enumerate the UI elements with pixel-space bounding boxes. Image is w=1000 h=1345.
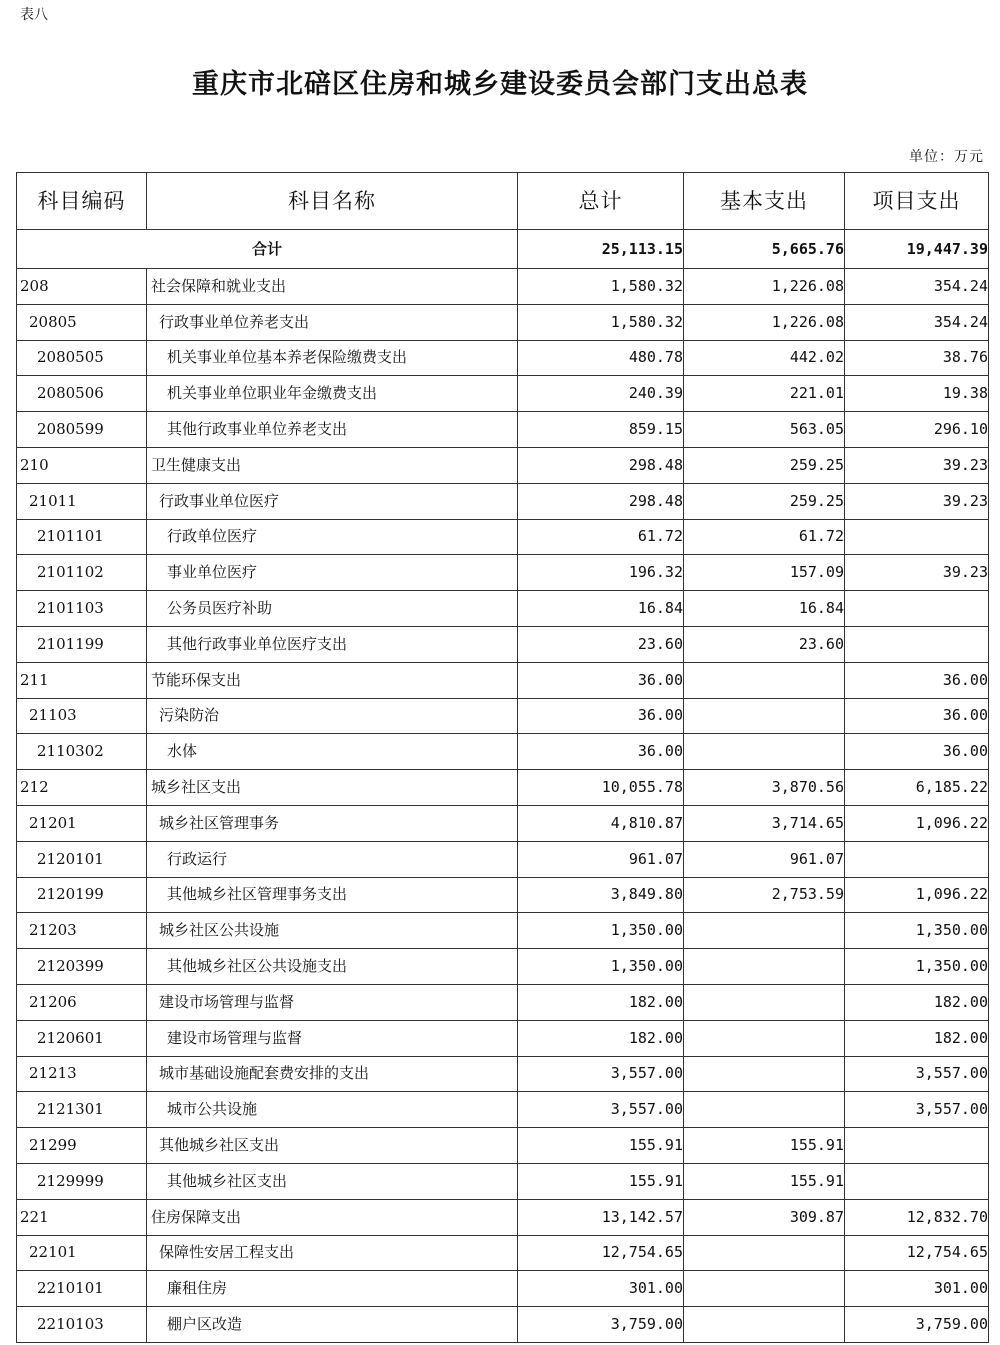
row-project-value: 36.00 <box>845 734 989 770</box>
table-row <box>17 805 989 841</box>
row-subject-code: 21203 <box>17 913 147 949</box>
row-basic-value <box>684 1092 845 1128</box>
row-subject-code: 2101103 <box>17 591 147 627</box>
header-basic-expenditure: 基本支出 <box>684 173 845 230</box>
row-project-value: 1,350.00 <box>845 949 989 985</box>
row-subject-name: 行政运行 <box>147 841 518 877</box>
row-project-value: 3,557.00 <box>845 1092 989 1128</box>
row-total-value: 301.00 <box>518 1271 684 1307</box>
row-subject-name: 机关事业单位职业年金缴费支出 <box>147 376 518 412</box>
row-total-value: 16.84 <box>518 591 684 627</box>
row-basic-value <box>684 1235 845 1271</box>
table-row <box>17 304 989 340</box>
row-subject-code: 221 <box>17 1199 147 1235</box>
row-subject-name: 行政事业单位养老支出 <box>147 304 518 340</box>
row-basic-value <box>684 913 845 949</box>
table-row <box>17 555 989 591</box>
table-row <box>17 483 989 519</box>
row-subject-name: 其他行政事业单位养老支出 <box>147 412 518 448</box>
row-subject-code: 2210101 <box>17 1271 147 1307</box>
row-total-value: 1,580.32 <box>518 269 684 305</box>
row-subject-name: 机关事业单位基本养老保险缴费支出 <box>147 340 518 376</box>
header-subject-name: 科目名称 <box>147 173 518 230</box>
row-subject-name: 城乡社区支出 <box>147 770 518 806</box>
table-row <box>17 877 989 913</box>
row-subject-name: 住房保障支出 <box>147 1199 518 1235</box>
table-row <box>17 1199 989 1235</box>
row-basic-value: 309.87 <box>684 1199 845 1235</box>
row-total-value: 1,350.00 <box>518 949 684 985</box>
row-total-value: 36.00 <box>518 662 684 698</box>
row-project-value <box>845 1128 989 1164</box>
row-total-value: 13,142.57 <box>518 1199 684 1235</box>
table-row <box>17 734 989 770</box>
row-subject-name: 城乡社区管理事务 <box>147 805 518 841</box>
row-subject-name: 建设市场管理与监督 <box>147 984 518 1020</box>
row-project-value: 1,096.22 <box>845 805 989 841</box>
row-total-value: 3,557.00 <box>518 1092 684 1128</box>
row-subject-code: 2120601 <box>17 1020 147 1056</box>
row-subject-code: 2129999 <box>17 1163 147 1199</box>
row-project-value: 19.38 <box>845 376 989 412</box>
row-subject-name: 其他城乡社区支出 <box>147 1163 518 1199</box>
row-subject-name: 保障性安居工程支出 <box>147 1235 518 1271</box>
table-row <box>17 770 989 806</box>
row-basic-value: 442.02 <box>684 340 845 376</box>
table-number-label: 表八 <box>20 7 48 23</box>
total-basic-value: 5,665.76 <box>684 230 845 269</box>
row-total-value: 1,580.32 <box>518 304 684 340</box>
row-subject-code: 2101101 <box>17 519 147 555</box>
table-row <box>17 1271 989 1307</box>
header-project-expenditure: 项目支出 <box>845 173 989 230</box>
row-total-value: 182.00 <box>518 1020 684 1056</box>
row-subject-code: 21213 <box>17 1056 147 1092</box>
row-project-value: 36.00 <box>845 698 989 734</box>
row-subject-code: 2121301 <box>17 1092 147 1128</box>
row-total-value: 196.32 <box>518 555 684 591</box>
row-basic-value: 155.91 <box>684 1128 845 1164</box>
row-total-value: 3,759.00 <box>518 1307 684 1343</box>
table-row <box>17 662 989 698</box>
row-subject-name: 其他城乡社区管理事务支出 <box>147 877 518 913</box>
row-subject-name: 廉租住房 <box>147 1271 518 1307</box>
page-title: 重庆市北碚区住房和城乡建设委员会部门支出总表 <box>192 69 808 100</box>
row-subject-name: 节能环保支出 <box>147 662 518 698</box>
row-subject-name: 城市公共设施 <box>147 1092 518 1128</box>
row-total-value: 240.39 <box>518 376 684 412</box>
row-project-value: 354.24 <box>845 269 989 305</box>
row-project-value: 36.00 <box>845 662 989 698</box>
row-project-value <box>845 841 989 877</box>
total-total-value: 25,113.15 <box>518 230 684 269</box>
row-project-value: 354.24 <box>845 304 989 340</box>
expenditure-table <box>16 172 989 1343</box>
table-row <box>17 1235 989 1271</box>
row-project-value: 38.76 <box>845 340 989 376</box>
row-total-value: 3,849.80 <box>518 877 684 913</box>
row-project-value: 12,832.70 <box>845 1199 989 1235</box>
row-project-value: 296.10 <box>845 412 989 448</box>
row-basic-value <box>684 662 845 698</box>
table-row <box>17 412 989 448</box>
row-basic-value <box>684 1020 845 1056</box>
row-subject-name: 棚户区改造 <box>147 1307 518 1343</box>
row-subject-code: 20805 <box>17 304 147 340</box>
row-basic-value: 961.07 <box>684 841 845 877</box>
row-basic-value: 1,226.08 <box>684 304 845 340</box>
row-project-value <box>845 626 989 662</box>
total-row <box>17 230 989 269</box>
table-row <box>17 1163 989 1199</box>
row-basic-value <box>684 1271 845 1307</box>
table-row <box>17 1020 989 1056</box>
row-basic-value: 23.60 <box>684 626 845 662</box>
row-subject-code: 212 <box>17 770 147 806</box>
row-subject-code: 21206 <box>17 984 147 1020</box>
row-total-value: 10,055.78 <box>518 770 684 806</box>
row-total-value: 298.48 <box>518 447 684 483</box>
row-basic-value <box>684 698 845 734</box>
row-project-value <box>845 519 989 555</box>
row-subject-code: 21201 <box>17 805 147 841</box>
row-project-value: 1,350.00 <box>845 913 989 949</box>
row-total-value: 36.00 <box>518 698 684 734</box>
total-project-value: 19,447.39 <box>845 230 989 269</box>
row-subject-code: 2120199 <box>17 877 147 913</box>
table-row <box>17 376 989 412</box>
row-basic-value: 155.91 <box>684 1163 845 1199</box>
header-total: 总计 <box>518 173 684 230</box>
header-subject-code: 科目编码 <box>17 173 147 230</box>
row-basic-value: 563.05 <box>684 412 845 448</box>
row-subject-code: 2080506 <box>17 376 147 412</box>
row-basic-value: 3,714.65 <box>684 805 845 841</box>
unit-note: 单位：万元 <box>909 149 984 165</box>
row-total-value: 4,810.87 <box>518 805 684 841</box>
table-row <box>17 984 989 1020</box>
row-project-value: 3,557.00 <box>845 1056 989 1092</box>
row-total-value: 36.00 <box>518 734 684 770</box>
row-basic-value: 1,226.08 <box>684 269 845 305</box>
row-project-value: 12,754.65 <box>845 1235 989 1271</box>
row-subject-code: 2110302 <box>17 734 147 770</box>
row-basic-value: 61.72 <box>684 519 845 555</box>
row-basic-value: 259.25 <box>684 483 845 519</box>
row-project-value: 39.23 <box>845 483 989 519</box>
table-row <box>17 447 989 483</box>
row-subject-name: 其他城乡社区支出 <box>147 1128 518 1164</box>
row-basic-value <box>684 1307 845 1343</box>
row-total-value: 12,754.65 <box>518 1235 684 1271</box>
table-row <box>17 1092 989 1128</box>
row-subject-name: 其他行政事业单位医疗支出 <box>147 626 518 662</box>
row-subject-code: 2080505 <box>17 340 147 376</box>
row-subject-code: 21299 <box>17 1128 147 1164</box>
row-subject-code: 210 <box>17 447 147 483</box>
row-project-value: 3,759.00 <box>845 1307 989 1343</box>
total-label: 合计 <box>17 230 518 269</box>
row-total-value: 298.48 <box>518 483 684 519</box>
row-total-value: 155.91 <box>518 1128 684 1164</box>
row-basic-value <box>684 734 845 770</box>
row-project-value: 182.00 <box>845 984 989 1020</box>
table-row <box>17 1128 989 1164</box>
table-row <box>17 626 989 662</box>
row-subject-code: 2080599 <box>17 412 147 448</box>
row-project-value: 39.23 <box>845 555 989 591</box>
row-project-value <box>845 591 989 627</box>
row-project-value <box>845 1163 989 1199</box>
row-basic-value: 157.09 <box>684 555 845 591</box>
row-basic-value: 2,753.59 <box>684 877 845 913</box>
row-total-value: 61.72 <box>518 519 684 555</box>
row-basic-value: 16.84 <box>684 591 845 627</box>
row-subject-name: 城市基础设施配套费安排的支出 <box>147 1056 518 1092</box>
row-subject-name: 事业单位医疗 <box>147 555 518 591</box>
row-subject-code: 22101 <box>17 1235 147 1271</box>
row-project-value: 39.23 <box>845 447 989 483</box>
table-row <box>17 841 989 877</box>
table-row <box>17 269 989 305</box>
table-header-row <box>17 173 989 230</box>
row-basic-value: 259.25 <box>684 447 845 483</box>
row-subject-code: 2120399 <box>17 949 147 985</box>
row-subject-name: 其他城乡社区公共设施支出 <box>147 949 518 985</box>
row-project-value: 6,185.22 <box>845 770 989 806</box>
table-row <box>17 1056 989 1092</box>
table-row <box>17 913 989 949</box>
table-row <box>17 949 989 985</box>
row-total-value: 23.60 <box>518 626 684 662</box>
row-total-value: 1,350.00 <box>518 913 684 949</box>
row-basic-value: 3,870.56 <box>684 770 845 806</box>
row-basic-value: 221.01 <box>684 376 845 412</box>
row-subject-name: 行政事业单位医疗 <box>147 483 518 519</box>
row-total-value: 859.15 <box>518 412 684 448</box>
row-total-value: 155.91 <box>518 1163 684 1199</box>
row-subject-name: 社会保障和就业支出 <box>147 269 518 305</box>
table-row <box>17 519 989 555</box>
row-subject-code: 21103 <box>17 698 147 734</box>
row-subject-name: 城乡社区公共设施 <box>147 913 518 949</box>
row-total-value: 480.78 <box>518 340 684 376</box>
row-subject-name: 建设市场管理与监督 <box>147 1020 518 1056</box>
row-subject-code: 2101102 <box>17 555 147 591</box>
table-row <box>17 591 989 627</box>
row-subject-name: 水体 <box>147 734 518 770</box>
row-subject-name: 卫生健康支出 <box>147 447 518 483</box>
table-row <box>17 1307 989 1343</box>
row-project-value: 301.00 <box>845 1271 989 1307</box>
row-basic-value <box>684 1056 845 1092</box>
row-basic-value <box>684 984 845 1020</box>
row-subject-code: 2120101 <box>17 841 147 877</box>
row-subject-name: 行政单位医疗 <box>147 519 518 555</box>
row-total-value: 3,557.00 <box>518 1056 684 1092</box>
table-row <box>17 340 989 376</box>
row-subject-code: 211 <box>17 662 147 698</box>
row-subject-code: 2210103 <box>17 1307 147 1343</box>
row-basic-value <box>684 949 845 985</box>
row-subject-code: 208 <box>17 269 147 305</box>
row-subject-name: 公务员医疗补助 <box>147 591 518 627</box>
row-subject-name: 污染防治 <box>147 698 518 734</box>
row-project-value: 1,096.22 <box>845 877 989 913</box>
row-total-value: 961.07 <box>518 841 684 877</box>
row-subject-code: 2101199 <box>17 626 147 662</box>
row-total-value: 182.00 <box>518 984 684 1020</box>
row-subject-code: 21011 <box>17 483 147 519</box>
table-row <box>17 698 989 734</box>
row-project-value: 182.00 <box>845 1020 989 1056</box>
